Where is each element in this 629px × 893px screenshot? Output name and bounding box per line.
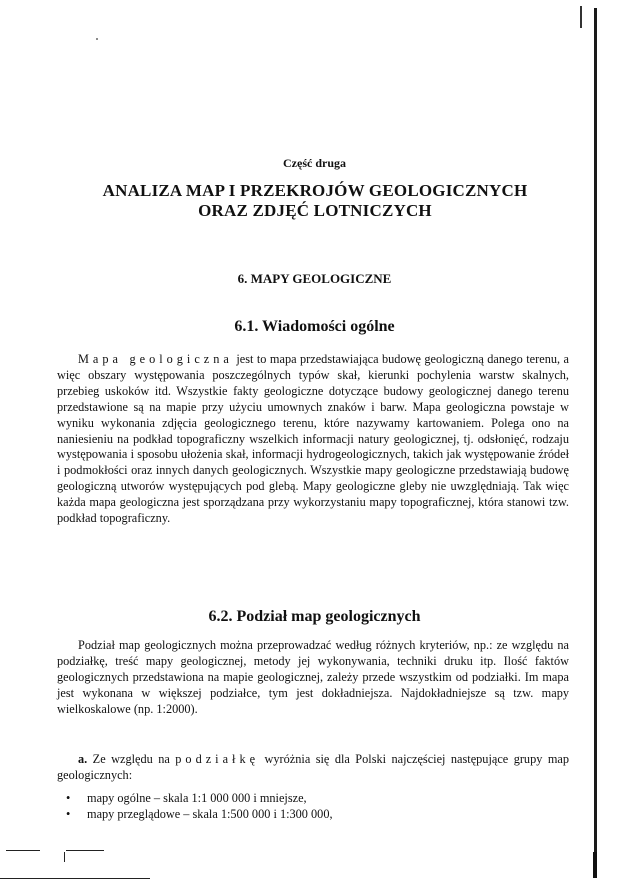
- section-heading-6-2: 6.2. Podział map geologicznych: [208, 608, 421, 625]
- scan-artifact-dash: [6, 850, 40, 851]
- section-heading-6-1: 6.1. Wiadomości ogólne: [234, 318, 395, 335]
- list-item: • mapy ogólne – skala 1:1 000 000 i mniejsze,: [66, 791, 307, 805]
- scan-artifact-tick: [64, 852, 65, 862]
- list-item: • mapy przeglądowe – skala 1:500 000 i 1:300 000,: [66, 806, 333, 821]
- scan-artifact-dash: [66, 850, 104, 851]
- paragraph-text: jest to mapa przedstawiająca budowę geologiczną danego terenu, a więc obszary występowania poszczególnych typów skał, kierunki pochylenia warstw skalnych, przebieg uskoków itd. Wszystkie fakty geologiczne dotyczące budowy geologicznej danego terenu przedstawione są na mapie przy użyciu umownych znaków i barw. Mapa geologiczna powstaje w wyniku wykonania zdjęcia geologicznego terenu, które nazywamy kartowaniem. Polega ono na naniesieniu na podkład topograficzny wszelkich informacji natury geologicznej, tj. odsłonięć, rodzaju występowania i sposobu ułożenia skał, informacji hydrogeologicznych, takich jak występowanie źródeł i podmokłości oraz innych danych geologicznych. Wszystkie mapy geologiczne przedstawiają budowę geologiczną utworów występujących pod glebą. Mapy geologiczne gleby nie uwzględniają. Tak więc każda mapa geologiczna jest sporządzana przy wykorzystaniu mapy topograficznej, która stanowi tzw. podkład topograficzny.: [57, 352, 569, 526]
- scan-speck: [96, 38, 98, 40]
- scan-edge-line: [594, 8, 597, 864]
- bullet-list: [57, 791, 569, 823]
- paragraph-text: Podział map geologicznych można przeprowadzać według różnych kryteriów, np.: ze względu na podziałkę, treść mapy geologicznej, metody jej wykonywania, techniki druku itp. Ilość faktów geologicznych przedstawiona na mapie geologicznej, zależy przede wszystkim od podziałki. Im mapa jest wykonana w większej podziałce, tym jest dokładniejsza. Najdokładniejsze są tzw. mapy wielkoskalowe (np. 1:2000).: [57, 638, 569, 716]
- list-intro-before: Ze względu na: [87, 752, 176, 766]
- title-line-2: ORAZ ZDJĘĆ LOTNICZYCH: [198, 201, 432, 220]
- section-6-2-paragraph: [57, 638, 569, 718]
- bullet-icon: •: [66, 791, 71, 805]
- scan-artifact-line: [0, 878, 150, 879]
- part-label: Część druga: [283, 156, 346, 170]
- chapter-heading: 6. MAPY GEOLOGICZNE: [237, 271, 392, 286]
- list-intro-after: wyróżnia się dla Polski najczęściej następujące grupy map geologicznych:: [57, 752, 569, 782]
- list-label: a.: [78, 752, 88, 766]
- section-6-1-paragraph: [57, 352, 569, 527]
- term-spaced: Mapa geologiczna: [78, 352, 233, 366]
- page-title: [40, 181, 590, 221]
- bullet-icon: •: [66, 806, 71, 821]
- term-spaced: podziałkę: [175, 752, 260, 766]
- title-line-1: ANALIZA MAP I PRZEKROJÓW GEOLOGICZNYCH: [102, 181, 528, 200]
- scan-edge-mark-bottom: [593, 852, 597, 878]
- list-intro: [57, 752, 569, 784]
- scan-edge-mark: [580, 6, 582, 28]
